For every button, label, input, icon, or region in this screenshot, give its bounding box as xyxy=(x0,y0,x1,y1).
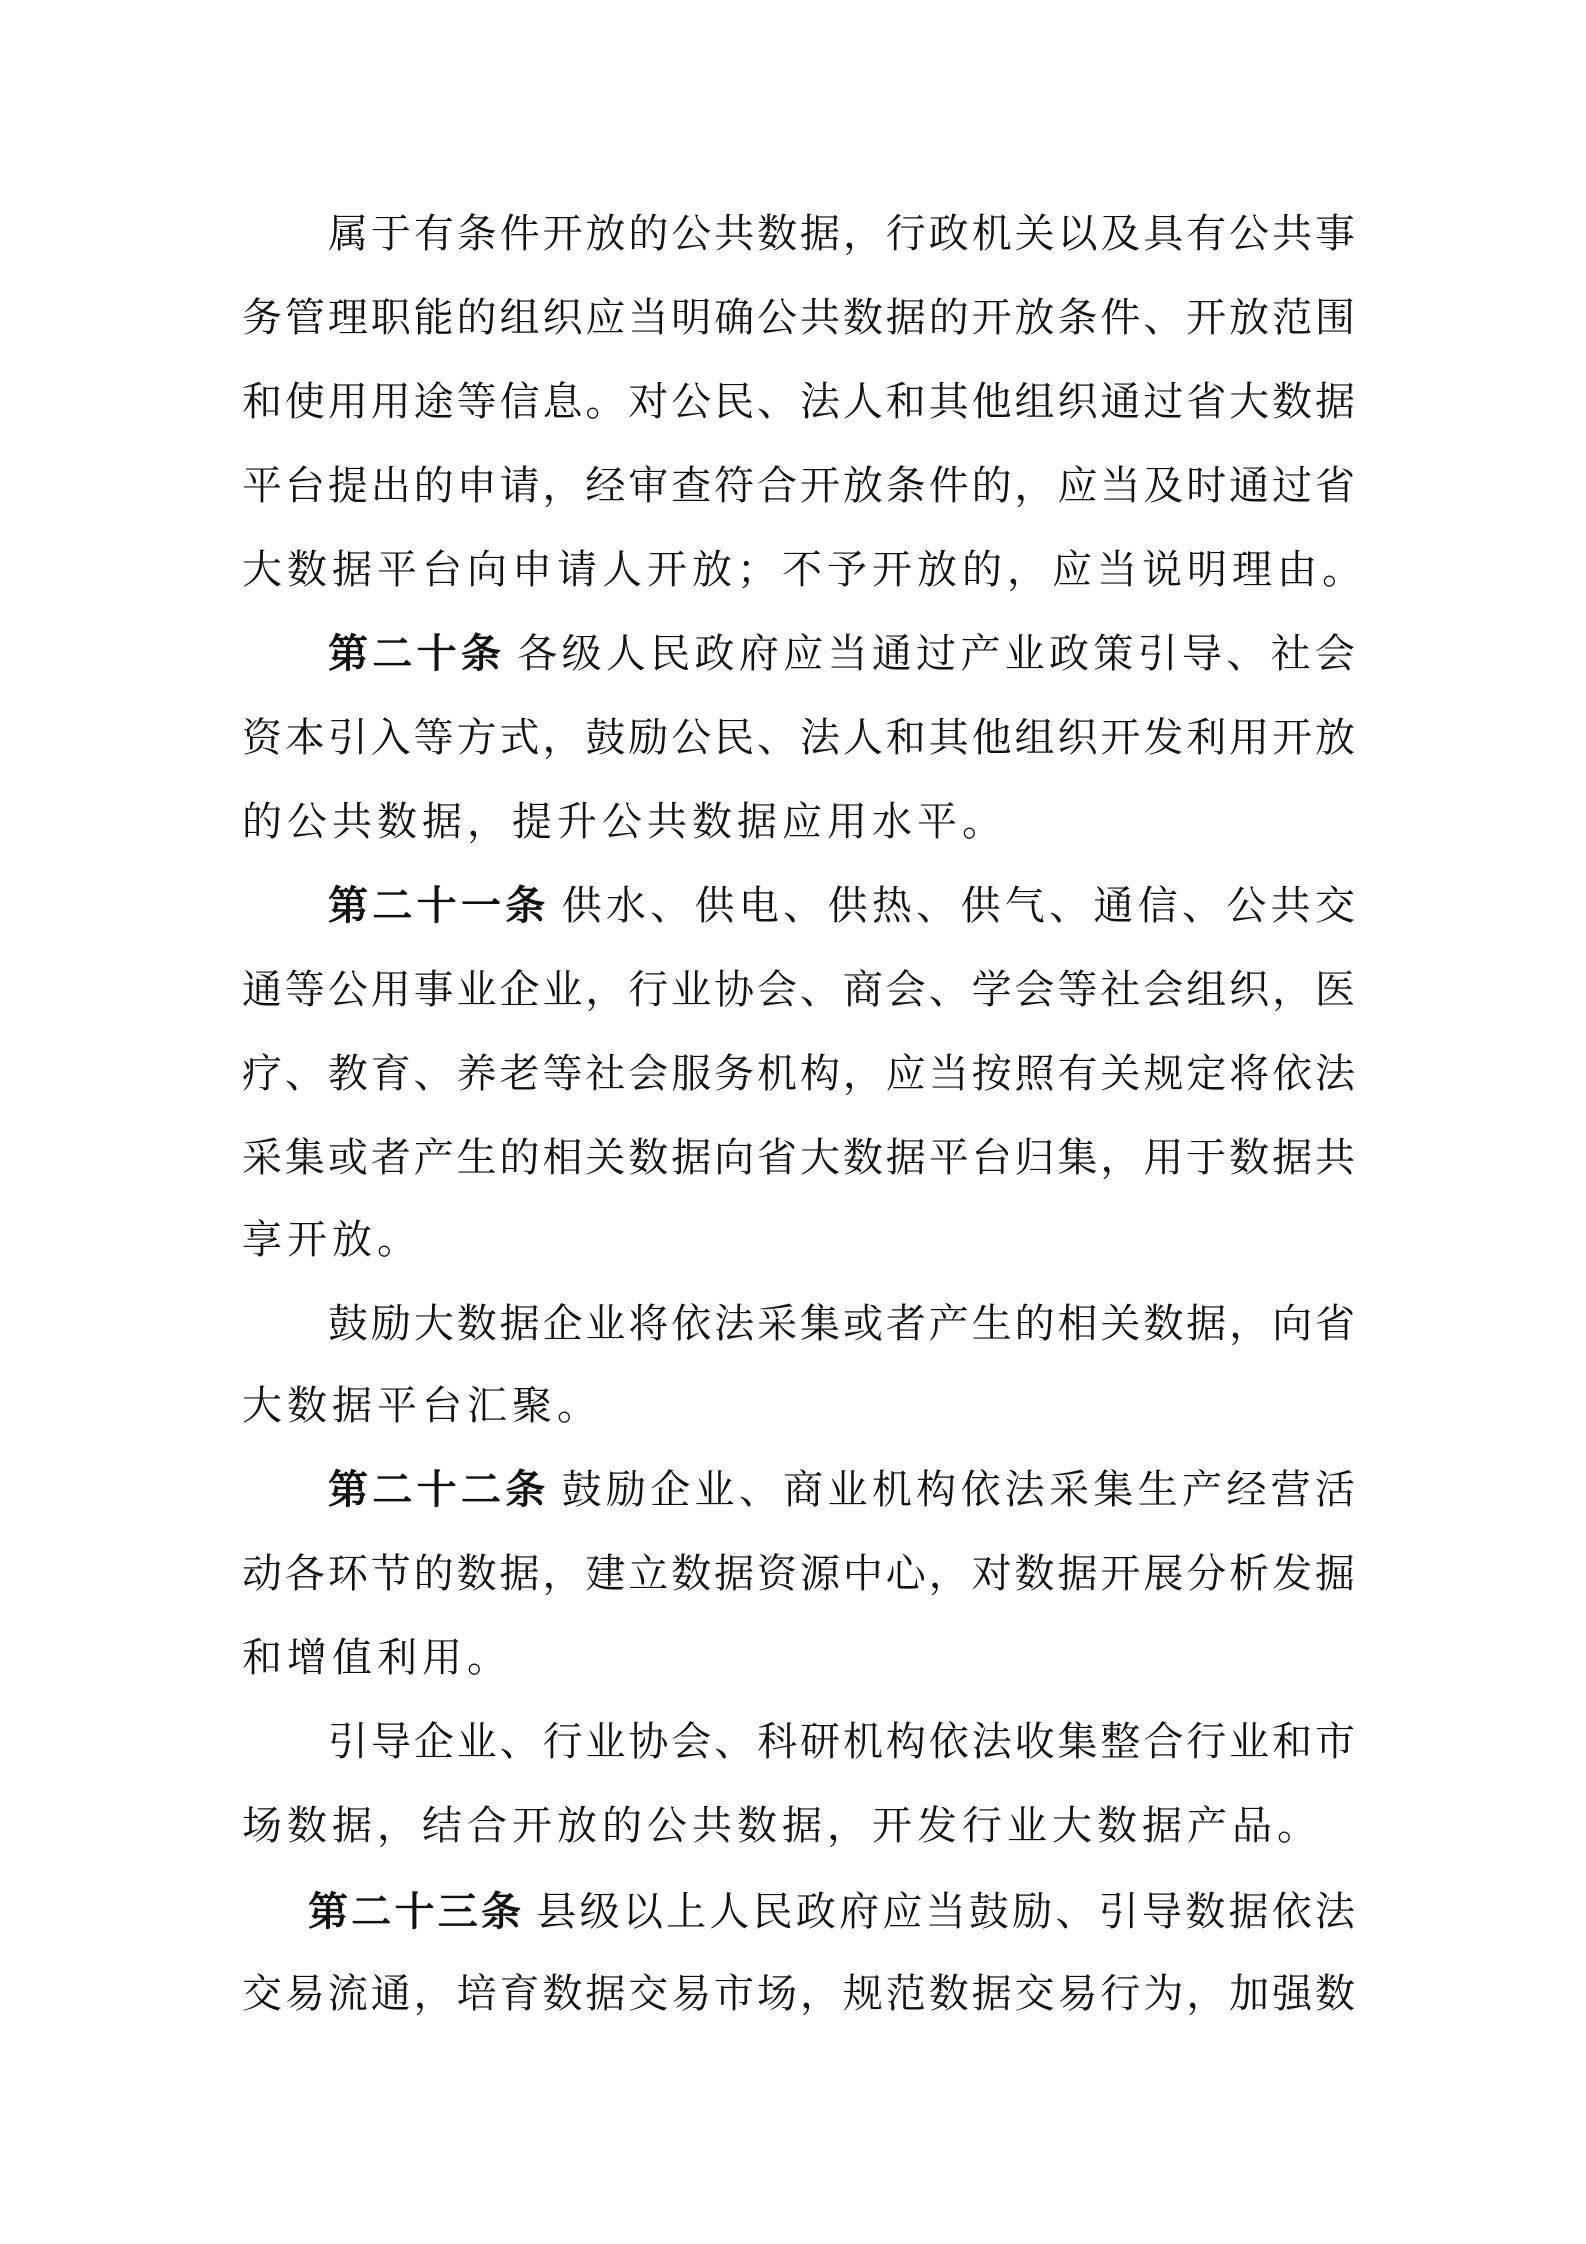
text-line: 和增值利用。 xyxy=(242,1635,512,1681)
article-heading: 第二十二条 xyxy=(328,1467,550,1513)
text: 鼓励企业、商业机构依法采集生产经营活 xyxy=(561,1467,1357,1513)
text-line: 疗、教育、养老等社会服务机构，应当按照有关规定将依法 xyxy=(242,1051,1356,1097)
article-21-first-line xyxy=(328,882,1356,930)
text-line: 引导企业、行业协会、科研机构依法收集整合行业和市 xyxy=(328,1719,1356,1765)
text-line: 动各环节的数据，建立数据资源中心，对数据开展分析发掘 xyxy=(242,1551,1356,1597)
text: 供水、供电、供热、供气、通信、公共交 xyxy=(561,883,1357,929)
article-heading: 第二十一条 xyxy=(328,883,550,929)
text-line: 交易流通，培育数据交易市场，规范数据交易行为，加强数 xyxy=(242,1971,1356,2017)
text-line: 享开放。 xyxy=(242,1217,422,1263)
text-line: 大数据平台向申请人开放；不予开放的，应当说明理由。 xyxy=(242,547,1367,593)
text: 县级以上人民政府应当鼓励、引导数据依法 xyxy=(536,1889,1357,1935)
text-line: 场数据，结合开放的公共数据，开发行业大数据产品。 xyxy=(242,1803,1322,1849)
text-line: 大数据平台汇聚。 xyxy=(242,1383,602,1429)
text-line: 资本引入等方式，鼓励公民、法人和其他组织开发利用开放 xyxy=(242,715,1356,761)
text-line: 鼓励大数据企业将依法采集或者产生的相关数据，向省 xyxy=(328,1301,1356,1347)
article-20-first-line xyxy=(328,630,1356,678)
article-23-first-line xyxy=(308,1888,1356,1936)
text-line: 平台提出的申请，经审查符合开放条件的，应当及时通过省 xyxy=(242,463,1356,509)
text: 各级人民政府应当通过产业政策引导、社会 xyxy=(517,631,1357,677)
article-22-first-line xyxy=(328,1466,1356,1514)
article-heading: 第二十三条 xyxy=(308,1889,525,1935)
article-heading: 第二十条 xyxy=(328,631,506,677)
text-line: 采集或者产生的相关数据向省大数据平台归集，用于数据共 xyxy=(242,1135,1356,1181)
text-line: 通等公用事业企业，行业协会、商会、学会等社会组织，医 xyxy=(242,967,1356,1013)
text-line: 属于有条件开放的公共数据，行政机关以及具有公共事 xyxy=(328,211,1356,257)
text-line: 务管理职能的组织应当明确公共数据的开放条件、开放范围 xyxy=(242,295,1356,341)
text-line: 的公共数据，提升公共数据应用水平。 xyxy=(242,799,1007,845)
text-line: 和使用用途等信息。对公民、法人和其他组织通过省大数据 xyxy=(242,379,1356,425)
